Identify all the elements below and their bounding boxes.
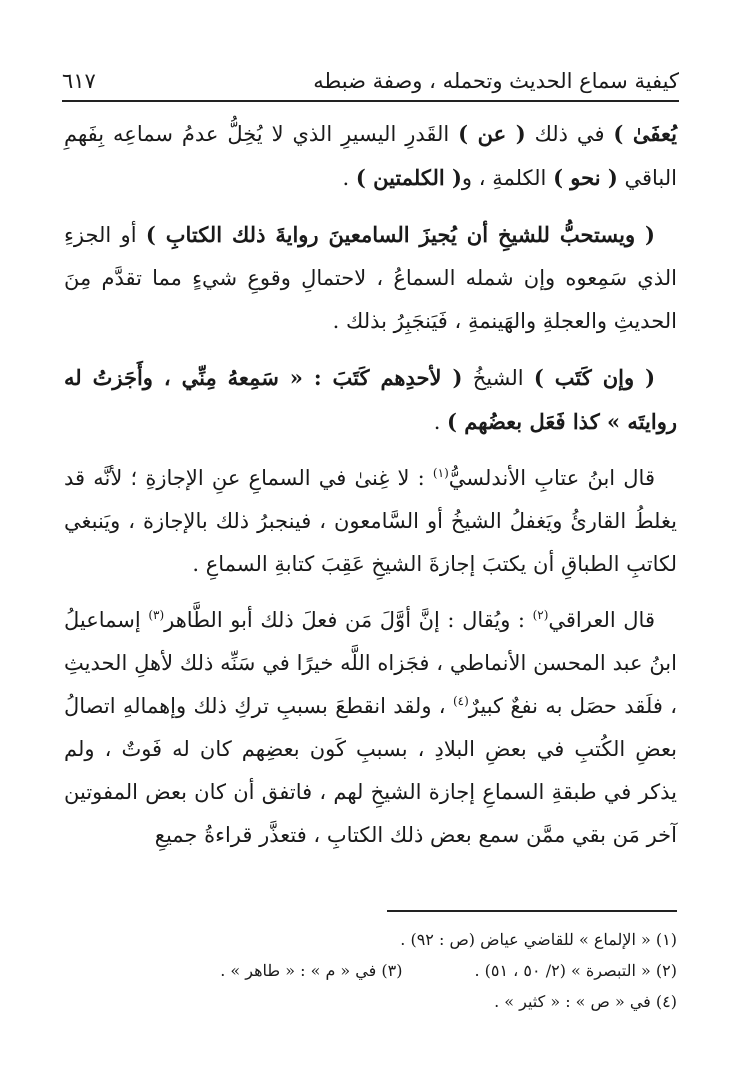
commentary-text: إسماعيلُ ابنُ عبد المحسن الأنماطي ، فجَزاه اللَّه خيرًا في سَنِّه ذلك لأهلِ الحديثِ ، فلَقد حصَل به نفعٌ كبيرٌ [64, 608, 677, 718]
footnote-4: (٤) في « ص » : « كثير » . [494, 992, 677, 1011]
commentary-text: أو الجزءِ الذي سَمِعوه وإن شمله السماعُ ، لاحتمالِ وقوعِ شيءٍ مما تقدَّم مِنَ الحديثِ والعجلةِ والهَينمةِ ، فَيَنجَبِرُ بذلك . [64, 223, 677, 333]
matn-text: ( الكلمتين ) [355, 165, 462, 190]
commentary-text: قال ابنُ عتابِ الأندلسيُّ [448, 466, 655, 490]
footnote-ref-3[interactable]: (٣) [148, 608, 165, 622]
matn-text: ( ويستحبُّ للشيخِ أن يُجيزَ السامعينَ روايةَ ذلك الكتابِ ) [145, 222, 655, 247]
commentary-text: : لا غِنىٰ في السماعِ عنِ الإجازةِ ؛ لأنَّه قد يغلطُ القارئُ ويَغفلُ الشيخُ أو السَّامعون ، فينجبرُ ذلك بالإجازة ، ويَنبغي لكاتبِ الطباقِ أن يكتبَ إجازةَ الشيخِ عَقِبَ كتابةِ السماعِ . [64, 466, 677, 576]
commentary-text: الشيخُ [462, 366, 534, 390]
footnote-2: (٢) « التبصرة » (٢/ ٥٠ ، ٥١) . [474, 961, 677, 980]
paragraph-3 [64, 356, 677, 444]
paragraph-4 [64, 457, 677, 586]
footnote-separator [387, 910, 677, 912]
footnote-ref-4[interactable]: (٤) [452, 694, 469, 708]
commentary-text: ، ولقد انقطعَ بسببِ تركِ ذلك وإهمالهِ اتصالُ بعضِ الكُتبِ في بعضِ البلادِ ، بسببِ كَون بعضِهم كان له فَوتٌ ، ولم يذكر في طبقةِ السماعِ إجازة الشيخِ لهم ، فاتفق أن كان بعض المفوتين آخر مَن بقي ممَّن سمع بعض ذلك الكتابِ ، فتعذَّر قراءةُ جميعِ [64, 694, 677, 847]
commentary-text: . [342, 166, 356, 190]
footnote-ref-1[interactable]: (١) [432, 466, 449, 480]
commentary-text: القَدرِ اليسيرِ الذي لا يُخِلُّ عدمُ سماعِه بِفَهمِ الباقي [64, 122, 677, 190]
commentary-text: الكلمةِ ، و [461, 166, 554, 190]
matn-text: ( وإن كَتَب ) [533, 365, 656, 390]
footnote-ref-2[interactable]: (٢) [532, 608, 549, 622]
commentary-text: . [433, 410, 448, 434]
matn-text: ( لأحدِهم كَتَبَ : « سَمِعهُ مِنِّي ، وأَجَزتُ له روايتَه » كذا فَعَل بعضُهم ) [64, 365, 677, 434]
running-header [62, 62, 679, 102]
commentary-text: في ذلك [525, 122, 614, 146]
main-text [64, 112, 677, 870]
commentary-text: : ويُقال : إنَّ أوَّلَ مَن فعلَ ذلك أبو الطَّاهر [164, 608, 533, 632]
commentary-text: قال العراقي [548, 608, 655, 632]
footnote-3: (٣) في « م » : « طاهر » . [220, 961, 403, 980]
paragraph-5 [64, 599, 677, 857]
footnote-row-2-3 [64, 955, 677, 986]
footnotes [64, 924, 677, 1017]
paragraph-2 [64, 213, 677, 343]
footnote-1: (١) « الإلماع » للقاضي عياض (ص : ٩٢) . [400, 930, 677, 949]
matn-text: ( نحو ) [553, 165, 618, 190]
paragraph-1 [64, 112, 677, 200]
matn-text: ( عن ) [458, 121, 526, 146]
header-title: كيفية سماع الحديث وتحمله ، وصفة ضبطه [313, 69, 679, 93]
page-number: ٦١٧ [62, 69, 96, 93]
matn-text: يُعفَىٰ ) [613, 121, 677, 146]
